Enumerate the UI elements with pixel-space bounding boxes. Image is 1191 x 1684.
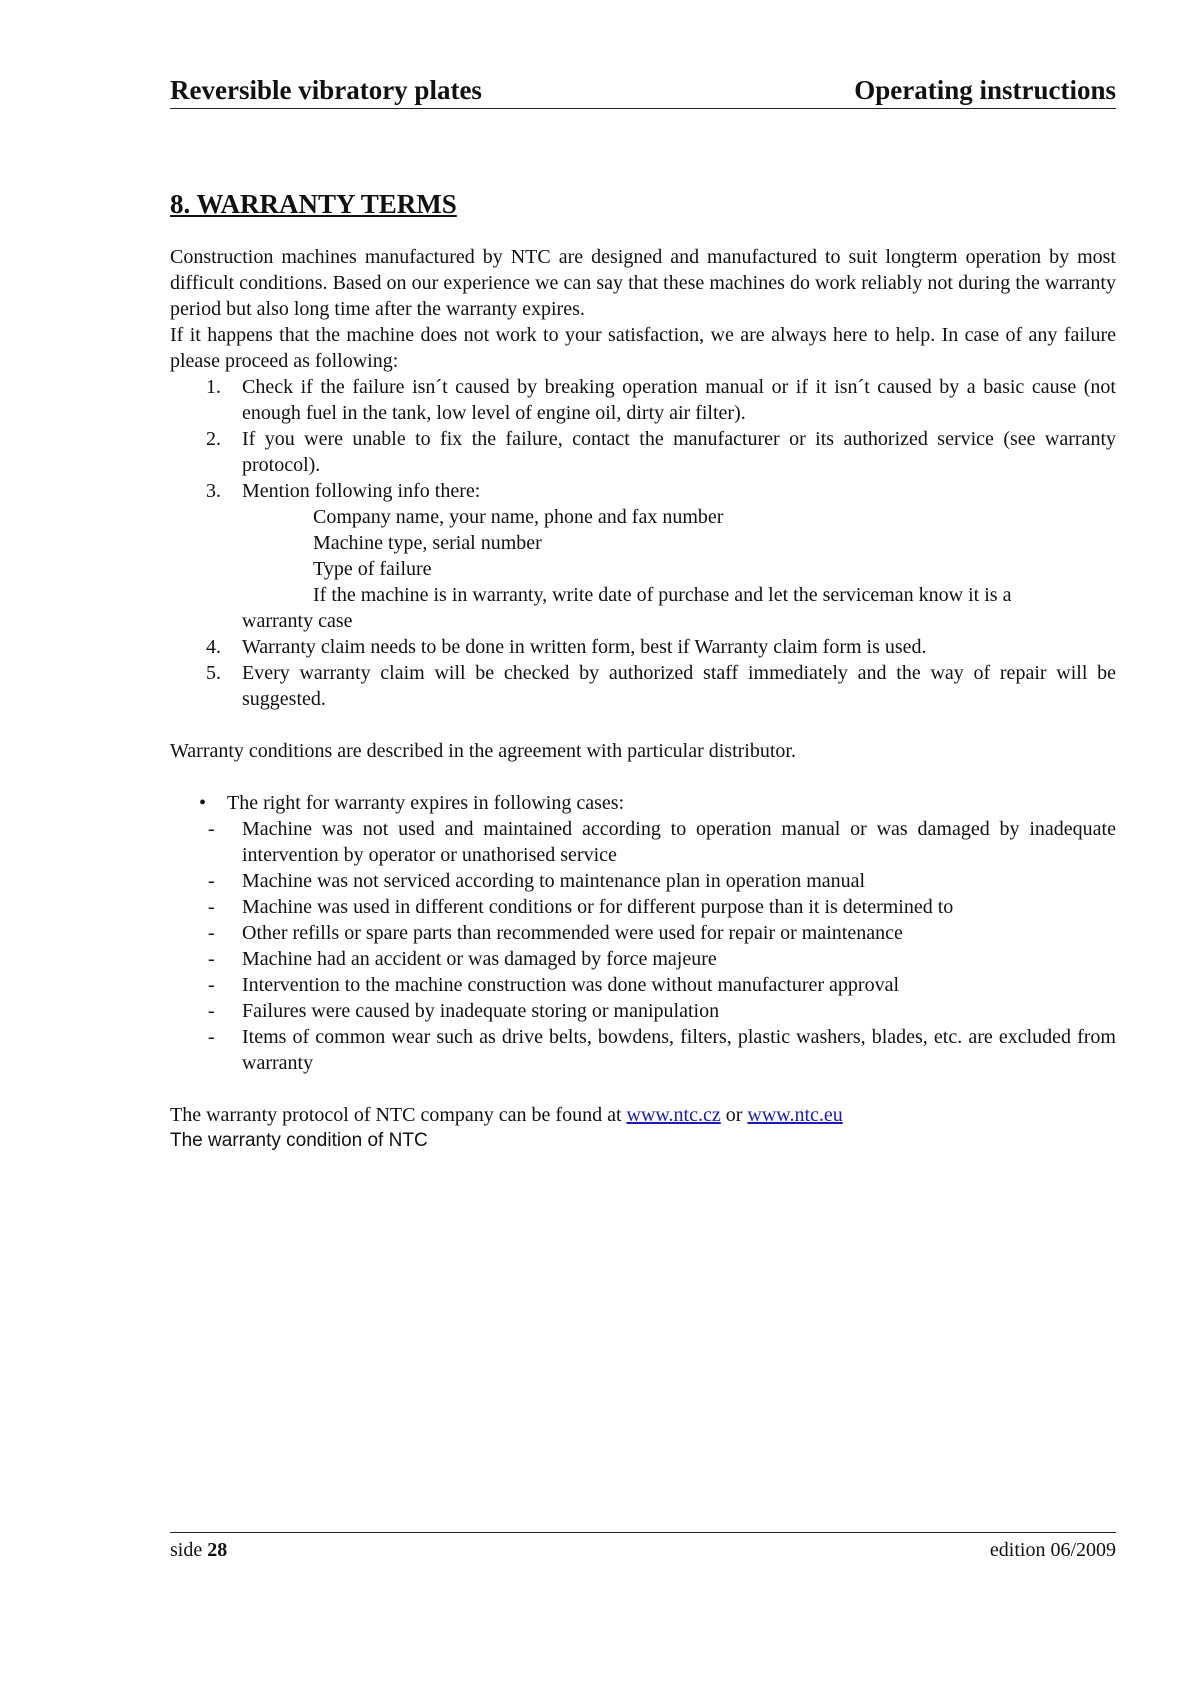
header-title-right: Operating instructions (854, 75, 1116, 105)
dash-icon: - (208, 922, 215, 944)
expiry-heading-text: The right for warranty expires in following cases: (227, 792, 625, 814)
ntc-cz-link[interactable]: www.ntc.cz (626, 1104, 721, 1126)
list-item (170, 868, 1116, 894)
list-item-text: Intervention to the machine construction was done without manufacturer approval (242, 974, 900, 996)
page-number-label (170, 1539, 227, 1562)
page-footer (170, 1532, 1116, 1561)
list-item (170, 816, 1116, 868)
list-item (170, 426, 1116, 478)
list-item-text: Machine was not serviced according to maintenance plan in operation manual (242, 870, 866, 892)
expiry-heading (170, 790, 1116, 816)
page-number: 28 (207, 1539, 228, 1561)
list-item-text: Warranty claim needs to be done in written form, best if Warranty claim form is used. (242, 636, 927, 658)
protocol-middle: or (720, 1104, 748, 1126)
section-title: 8. WARRANTY TERMS (170, 189, 457, 219)
list-item-text: Check if the failure isn´t caused by breaking operation manual or if it isn´t caused by a basic cause (not enough fuel in the tank, low level of engine oil, dirty air filter). (242, 376, 1116, 424)
intro-paragraph-1: Construction machines manufactured by NTC are designed and manufactured to suit longterm operation by most difficult conditions. Based on our experience we can say that these machines do work reliably not during the warranty period but also long time after the warranty expires. (170, 246, 1116, 320)
list-number: 3. (206, 480, 221, 502)
list-item (170, 634, 1116, 660)
list-item (170, 374, 1116, 426)
info-item: Machine type, serial number (313, 532, 542, 554)
list-item (170, 972, 1116, 998)
info-item: If the machine is in warranty, write date of purchase and let the serviceman know it is a (313, 584, 1012, 606)
conditions-paragraph: Warranty conditions are described in the agreement with particular distributor. (170, 740, 796, 762)
protocol-prefix: The warranty protocol of NTC company can be found at (170, 1104, 627, 1126)
dash-icon: - (208, 1000, 215, 1022)
dash-icon: - (208, 1026, 215, 1048)
dash-icon: - (208, 818, 215, 840)
edition-label: edition 06/2009 (989, 1539, 1116, 1561)
list-item (170, 946, 1116, 972)
info-item: Company name, your name, phone and fax number (313, 506, 724, 528)
list-item-text: Machine had an accident or was damaged by force majeure (242, 948, 717, 970)
dash-icon: - (208, 896, 215, 918)
list-item-text: Items of common wear such as drive belts, bowdens, filters, plastic washers, blades, etc. are excluded from warranty (242, 1026, 1116, 1074)
main-content (170, 186, 1116, 1154)
info-item-continuation: warranty case (242, 610, 353, 632)
list-item-text: Other refills or spare parts than recommended were used for repair or maintenance (242, 922, 903, 944)
protocol-paragraph (170, 1102, 1116, 1128)
page-header (170, 74, 1116, 109)
list-item (170, 998, 1116, 1024)
list-item (170, 894, 1116, 920)
list-item (170, 1024, 1116, 1076)
ntc-eu-link[interactable]: www.ntc.eu (747, 1104, 843, 1126)
dash-icon: - (208, 948, 215, 970)
info-item: Type of failure (313, 558, 432, 580)
expiry-list (170, 816, 1116, 1076)
list-number: 1. (206, 376, 221, 398)
header-title-left: Reversible vibratory plates (170, 75, 482, 105)
dash-icon: - (208, 974, 215, 996)
bullet-icon: • (199, 792, 207, 814)
side-label: side (170, 1539, 208, 1561)
list-item-text: Every warranty claim will be checked by authorized staff immediately and the way of repair will be suggested. (242, 662, 1116, 710)
list-item-text: Machine was used in different conditions or for different purpose than it is determined to (242, 896, 954, 918)
list-item-text: Machine was not used and maintained according to operation manual or was damaged by inadequate intervention by operator or unathorised service (242, 818, 1116, 866)
list-number: 5. (206, 662, 221, 684)
list-item-text: Failures were caused by inadequate storing or manipulation (242, 1000, 720, 1022)
list-item (170, 660, 1116, 712)
intro-paragraph-2: If it happens that the machine does not work to your satisfaction, we are always here to help. In case of any failure please proceed as following: (170, 324, 1116, 372)
list-item (170, 920, 1116, 946)
list-number: 2. (206, 428, 221, 450)
list-item (170, 478, 1116, 504)
procedure-list (170, 374, 1116, 712)
list-number: 4. (206, 636, 221, 658)
list-item-text: Mention following info there: (242, 480, 481, 502)
dash-icon: - (208, 870, 215, 892)
list-item-text: If you were unable to fix the failure, contact the manufacturer or its authorized service (see warranty protocol). (242, 428, 1116, 476)
condition-line: The warranty condition of NTC (170, 1130, 428, 1151)
